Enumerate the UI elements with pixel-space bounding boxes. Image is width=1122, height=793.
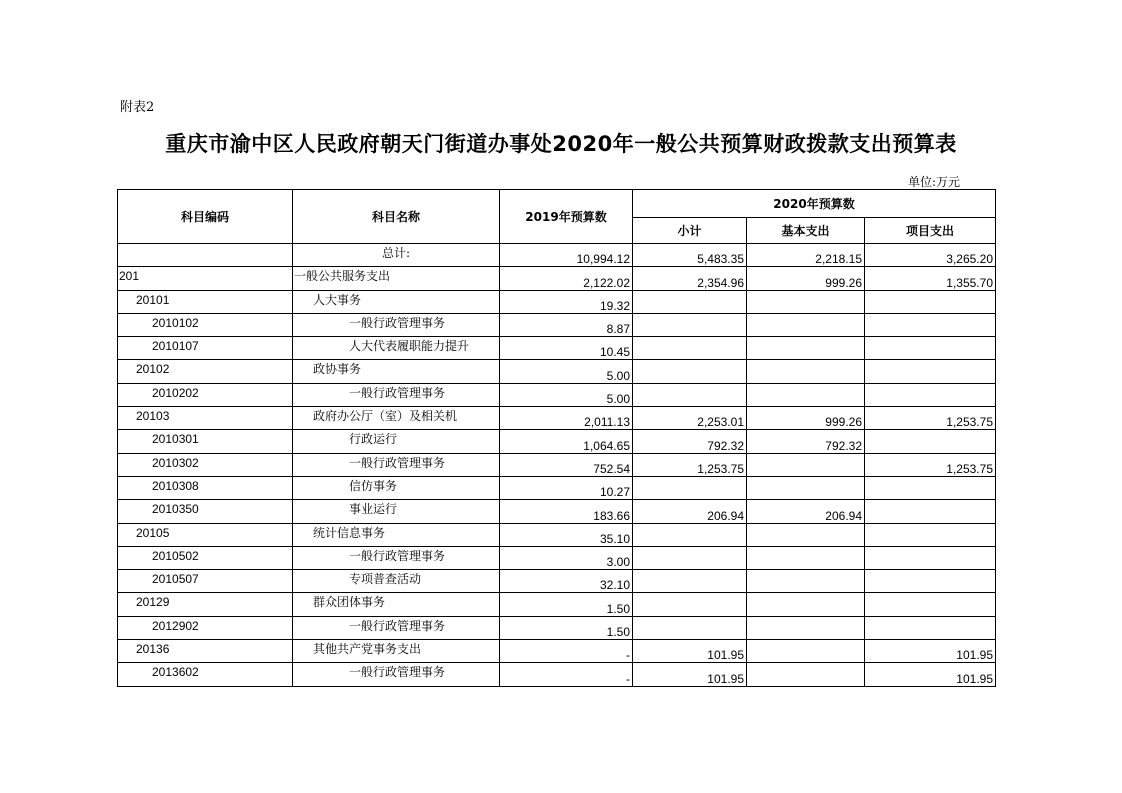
subtotal-cell: [633, 290, 747, 313]
header-budget-2020: 2020年预算数: [633, 190, 996, 218]
project-cell: [865, 593, 996, 616]
project-cell: [865, 476, 996, 499]
subtotal-cell: [633, 383, 747, 406]
name-cell: 一般行政管理事务: [293, 663, 500, 686]
code-cell: 20136: [118, 640, 293, 663]
subtotal-cell: [633, 313, 747, 336]
basic-cell: 206.94: [747, 500, 865, 523]
code-cell: 2010102: [118, 313, 293, 336]
basic-cell: 999.26: [747, 407, 865, 430]
name-cell: 一般行政管理事务: [293, 453, 500, 476]
project-cell: 101.95: [865, 640, 996, 663]
project-cell: [865, 430, 996, 453]
project-cell: [865, 546, 996, 569]
budget-2019-cell: 2,122.02: [500, 267, 633, 290]
total-row: [118, 244, 996, 267]
header-basic: 基本支出: [747, 218, 865, 244]
header-name: 科目名称: [293, 190, 500, 244]
project-cell: [865, 337, 996, 360]
table-row: [118, 337, 996, 360]
basic-cell: [747, 593, 865, 616]
project-cell: [865, 313, 996, 336]
basic-cell: [747, 453, 865, 476]
subtotal-cell: [633, 523, 747, 546]
budget-2019-cell: 752.54: [500, 453, 633, 476]
budget-table-body: [118, 190, 996, 687]
table-row: [118, 570, 996, 593]
code-cell: 2010107: [118, 337, 293, 360]
table-row: [118, 453, 996, 476]
name-cell: 政协事务: [293, 360, 500, 383]
code-cell: 201: [118, 267, 293, 290]
page-title: 重庆市渝中区人民政府朝天门街道办事处2020年一般公共预算财政拨款支出预算表: [165, 132, 957, 156]
budget-2019-cell: 10,994.12: [500, 244, 633, 267]
basic-cell: [747, 360, 865, 383]
subtotal-cell: [633, 360, 747, 383]
subtotal-cell: 206.94: [633, 500, 747, 523]
name-cell: 政府办公厅（室）及相关机: [293, 407, 500, 430]
code-cell: 20101: [118, 290, 293, 313]
table-row: [118, 313, 996, 336]
subtotal-cell: 101.95: [633, 640, 747, 663]
table-row: [118, 663, 996, 686]
header-row: [118, 190, 996, 218]
name-cell: 一般行政管理事务: [293, 313, 500, 336]
table-row: [118, 616, 996, 639]
table-row: [118, 640, 996, 663]
table-row: [118, 383, 996, 406]
project-cell: 1,355.70: [865, 267, 996, 290]
code-cell: 20105: [118, 523, 293, 546]
project-cell: 3,265.20: [865, 244, 996, 267]
code-cell: 2010308: [118, 476, 293, 499]
header-project: 项目支出: [865, 218, 996, 244]
basic-cell: [747, 663, 865, 686]
name-cell: 专项普查活动: [293, 570, 500, 593]
header-subtotal: 小计: [633, 218, 747, 244]
code-cell: 2010350: [118, 500, 293, 523]
basic-cell: 2,218.15: [747, 244, 865, 267]
table-row: [118, 593, 996, 616]
code-cell: 20102: [118, 360, 293, 383]
subtotal-cell: [633, 337, 747, 360]
subtotal-cell: [633, 476, 747, 499]
project-cell: [865, 383, 996, 406]
budget-2019-cell: 10.27: [500, 476, 633, 499]
table-row: [118, 500, 996, 523]
basic-cell: [747, 313, 865, 336]
basic-cell: [747, 476, 865, 499]
code-cell: [118, 244, 293, 267]
name-cell: 事业运行: [293, 500, 500, 523]
basic-cell: [747, 337, 865, 360]
basic-cell: 999.26: [747, 267, 865, 290]
name-cell: 群众团体事务: [293, 593, 500, 616]
budget-2019-cell: -: [500, 640, 633, 663]
code-cell: 2010507: [118, 570, 293, 593]
unit-label: 单位:万元: [907, 175, 960, 189]
project-cell: 1,253.75: [865, 407, 996, 430]
project-cell: [865, 570, 996, 593]
project-cell: [865, 500, 996, 523]
budget-2019-cell: 35.10: [500, 523, 633, 546]
code-cell: 20103: [118, 407, 293, 430]
project-cell: [865, 290, 996, 313]
subtotal-cell: 2,253.01: [633, 407, 747, 430]
budget-2019-cell: 5.00: [500, 383, 633, 406]
table-row: [118, 546, 996, 569]
project-cell: [865, 616, 996, 639]
subtotal-cell: [633, 616, 747, 639]
name-cell: 一般行政管理事务: [293, 546, 500, 569]
project-cell: [865, 523, 996, 546]
basic-cell: [747, 616, 865, 639]
project-cell: 1,253.75: [865, 453, 996, 476]
header-code: 科目编码: [118, 190, 293, 244]
name-cell: 人大事务: [293, 290, 500, 313]
name-cell: 其他共产党事务支出: [293, 640, 500, 663]
code-cell: 2012902: [118, 616, 293, 639]
budget-2019-cell: 19.32: [500, 290, 633, 313]
table-row: [118, 290, 996, 313]
name-cell: 一般行政管理事务: [293, 383, 500, 406]
name-cell: 人大代表履职能力提升: [293, 337, 500, 360]
project-cell: [865, 360, 996, 383]
subtotal-cell: 2,354.96: [633, 267, 747, 290]
code-cell: 2013602: [118, 663, 293, 686]
basic-cell: [747, 570, 865, 593]
code-cell: 2010502: [118, 546, 293, 569]
subtotal-cell: 5,483.35: [633, 244, 747, 267]
table-row: [118, 430, 996, 453]
subtotal-cell: [633, 570, 747, 593]
budget-2019-cell: 10.45: [500, 337, 633, 360]
name-cell: 一般行政管理事务: [293, 616, 500, 639]
code-cell: 2010302: [118, 453, 293, 476]
subtotal-cell: 1,253.75: [633, 453, 747, 476]
table-row: [118, 407, 996, 430]
attachment-label: 附表2: [120, 100, 155, 115]
code-cell: 2010301: [118, 430, 293, 453]
table-row: [118, 360, 996, 383]
basic-cell: [747, 640, 865, 663]
basic-cell: [747, 546, 865, 569]
name-cell: 统计信息事务: [293, 523, 500, 546]
budget-2019-cell: 183.66: [500, 500, 633, 523]
budget-2019-cell: 1.50: [500, 593, 633, 616]
table-row: [118, 523, 996, 546]
basic-cell: [747, 383, 865, 406]
code-cell: 20129: [118, 593, 293, 616]
name-cell: 总计:: [293, 244, 500, 267]
name-cell: 行政运行: [293, 430, 500, 453]
basic-cell: 792.32: [747, 430, 865, 453]
budget-2019-cell: 1.50: [500, 616, 633, 639]
name-cell: 一般公共服务支出: [293, 267, 500, 290]
subtotal-cell: [633, 593, 747, 616]
budget-table: [117, 189, 996, 687]
budget-2019-cell: 8.87: [500, 313, 633, 336]
table-row: [118, 476, 996, 499]
code-cell: 2010202: [118, 383, 293, 406]
basic-cell: [747, 523, 865, 546]
subtotal-cell: [633, 546, 747, 569]
budget-2019-cell: 32.10: [500, 570, 633, 593]
basic-cell: [747, 290, 865, 313]
budget-2019-cell: 3.00: [500, 546, 633, 569]
subtotal-cell: 101.95: [633, 663, 747, 686]
budget-2019-cell: -: [500, 663, 633, 686]
project-cell: 101.95: [865, 663, 996, 686]
subtotal-cell: 792.32: [633, 430, 747, 453]
budget-2019-cell: 1,064.65: [500, 430, 633, 453]
table-row: [118, 267, 996, 290]
budget-2019-cell: 5.00: [500, 360, 633, 383]
name-cell: 信仿事务: [293, 476, 500, 499]
header-budget-2019: 2019年预算数: [500, 190, 633, 244]
budget-2019-cell: 2,011.13: [500, 407, 633, 430]
